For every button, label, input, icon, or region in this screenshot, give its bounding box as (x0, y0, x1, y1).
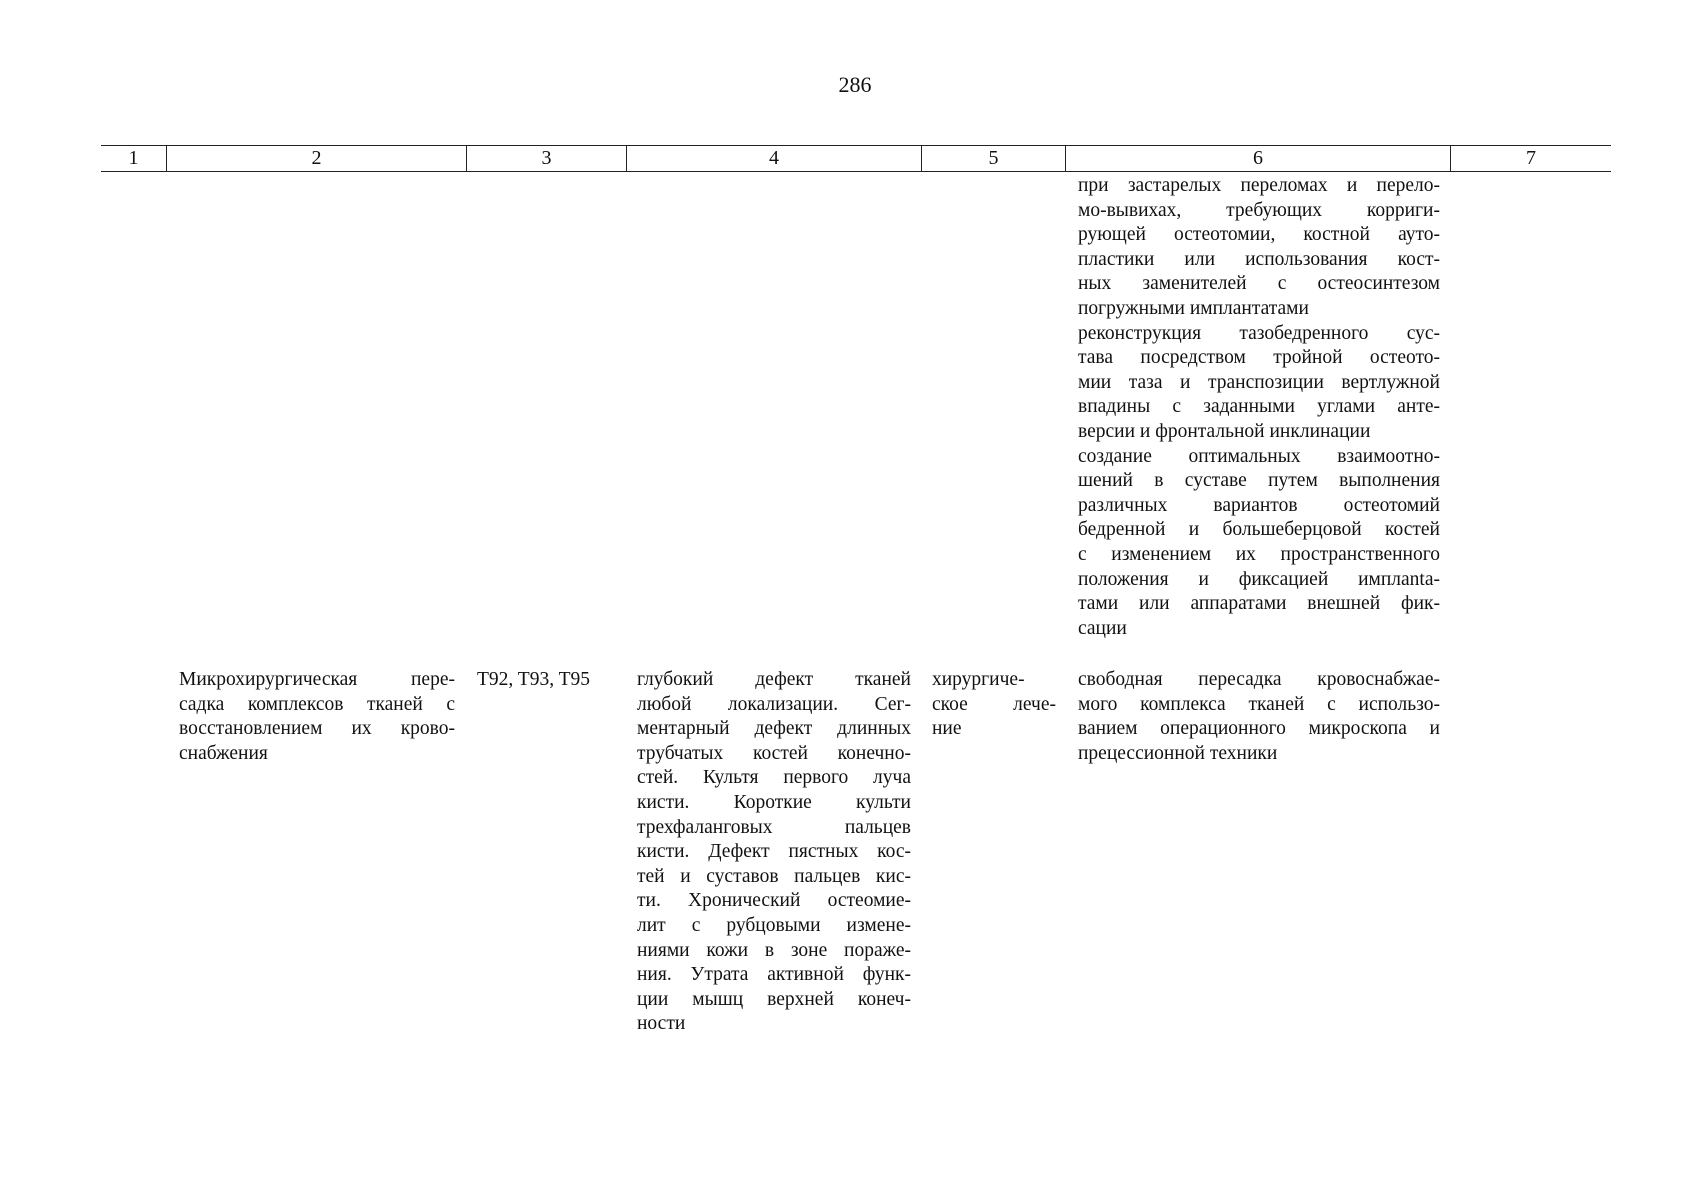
text-line: ниями кожи в зоне пораже- (637, 939, 911, 961)
text-line: погружными имплантатами (1078, 297, 1309, 319)
text-line: создание оптимальных взаимоотно- (1078, 445, 1440, 467)
row2-col3-text (477, 668, 617, 693)
text-line: ти. Хронический остеомие- (637, 890, 911, 912)
text-line: ние (932, 718, 962, 740)
row1-col6-text (1078, 174, 1440, 641)
text-line: сации (1078, 617, 1127, 639)
text-line: прецессионной техники (1078, 742, 1278, 764)
header-col-3: 3 (467, 146, 627, 171)
text-line: T92, T93, T95 (477, 669, 591, 690)
text-line: снабжения (179, 742, 268, 764)
text-line: ское лече- (932, 693, 1056, 715)
text-line: трехфаланговых пальцев (637, 816, 911, 838)
text-line: восстановлением их крово- (179, 718, 455, 740)
row2-col4-text (637, 668, 911, 1037)
text-line: бедренной и большеберцовой костей (1078, 519, 1440, 541)
text-line: ции мышц верхней конеч- (637, 988, 911, 1010)
text-line: мии таза и транспозиции вертлужной (1078, 371, 1440, 393)
header-col-6: 6 (1066, 146, 1451, 171)
text-line: глубокий дефект тканей (637, 669, 911, 690)
text-line: любой локализации. Сег- (637, 693, 911, 715)
text-line: лит с рубцовыми измене- (637, 914, 911, 936)
text-line: кисти. Короткие культи (637, 791, 911, 813)
row2-col2-text (179, 668, 455, 766)
header-col-4: 4 (627, 146, 922, 171)
header-col-2: 2 (167, 146, 467, 171)
text-line: ния. Утрата активной функ- (637, 964, 911, 986)
text-line: реконструкция тазобедренного сус- (1078, 322, 1440, 344)
text-line: ности (637, 1013, 686, 1035)
text-line: садка комплексов тканей с (179, 693, 455, 715)
text-line: тей и суставов пальцев кис- (637, 865, 911, 887)
text-line: кисти. Дефект пястных кос- (637, 841, 911, 863)
text-line: хирургиче- (932, 669, 1025, 690)
text-line: свободная пересадка кровоснабжае- (1078, 669, 1440, 690)
text-line: впадины с заданными углами анте- (1078, 396, 1440, 418)
text-line: стей. Культя первого луча (637, 767, 911, 789)
text-line: ных заменителей с остеосинтезом (1078, 273, 1440, 295)
row2-col6-text (1078, 668, 1440, 766)
text-line: трубчатых костей конечно- (637, 742, 911, 764)
text-line: тами или аппаратами внешней фик- (1078, 593, 1440, 615)
text-line: рующей остеотомии, костной ауто- (1078, 224, 1440, 246)
text-line: положения и фиксацией имплanta- (1078, 568, 1440, 590)
text-line: ментарный дефект длинных (637, 718, 911, 740)
page-number: 286 (838, 72, 872, 97)
text-line: версии и фронтальной инклинации (1078, 420, 1371, 442)
text-line: мо-вывихах, требующих корриги- (1078, 199, 1440, 221)
table-header-row (101, 145, 1611, 172)
text-line: различных вариантов остеотомий (1078, 494, 1440, 516)
text-line: ванием операционного микроскопа и (1078, 718, 1440, 740)
text-line: тава посредством тройной остеото- (1078, 347, 1440, 369)
text-line: мого комплекса тканей с использо- (1078, 693, 1440, 715)
text-line: пластики или использования кост- (1078, 248, 1440, 270)
header-col-5: 5 (922, 146, 1066, 171)
row2-col5-text (932, 668, 1056, 742)
header-col-7: 7 (1526, 147, 1536, 169)
text-line: Микрохирургическая пере- (179, 669, 455, 690)
header-col-1: 1 (101, 146, 167, 171)
text-line: шений в суставе путем выполнения (1078, 470, 1440, 492)
text-line: с изменением их пространственного (1078, 543, 1440, 565)
text-line: при застарелых переломах и перело- (1078, 175, 1440, 196)
